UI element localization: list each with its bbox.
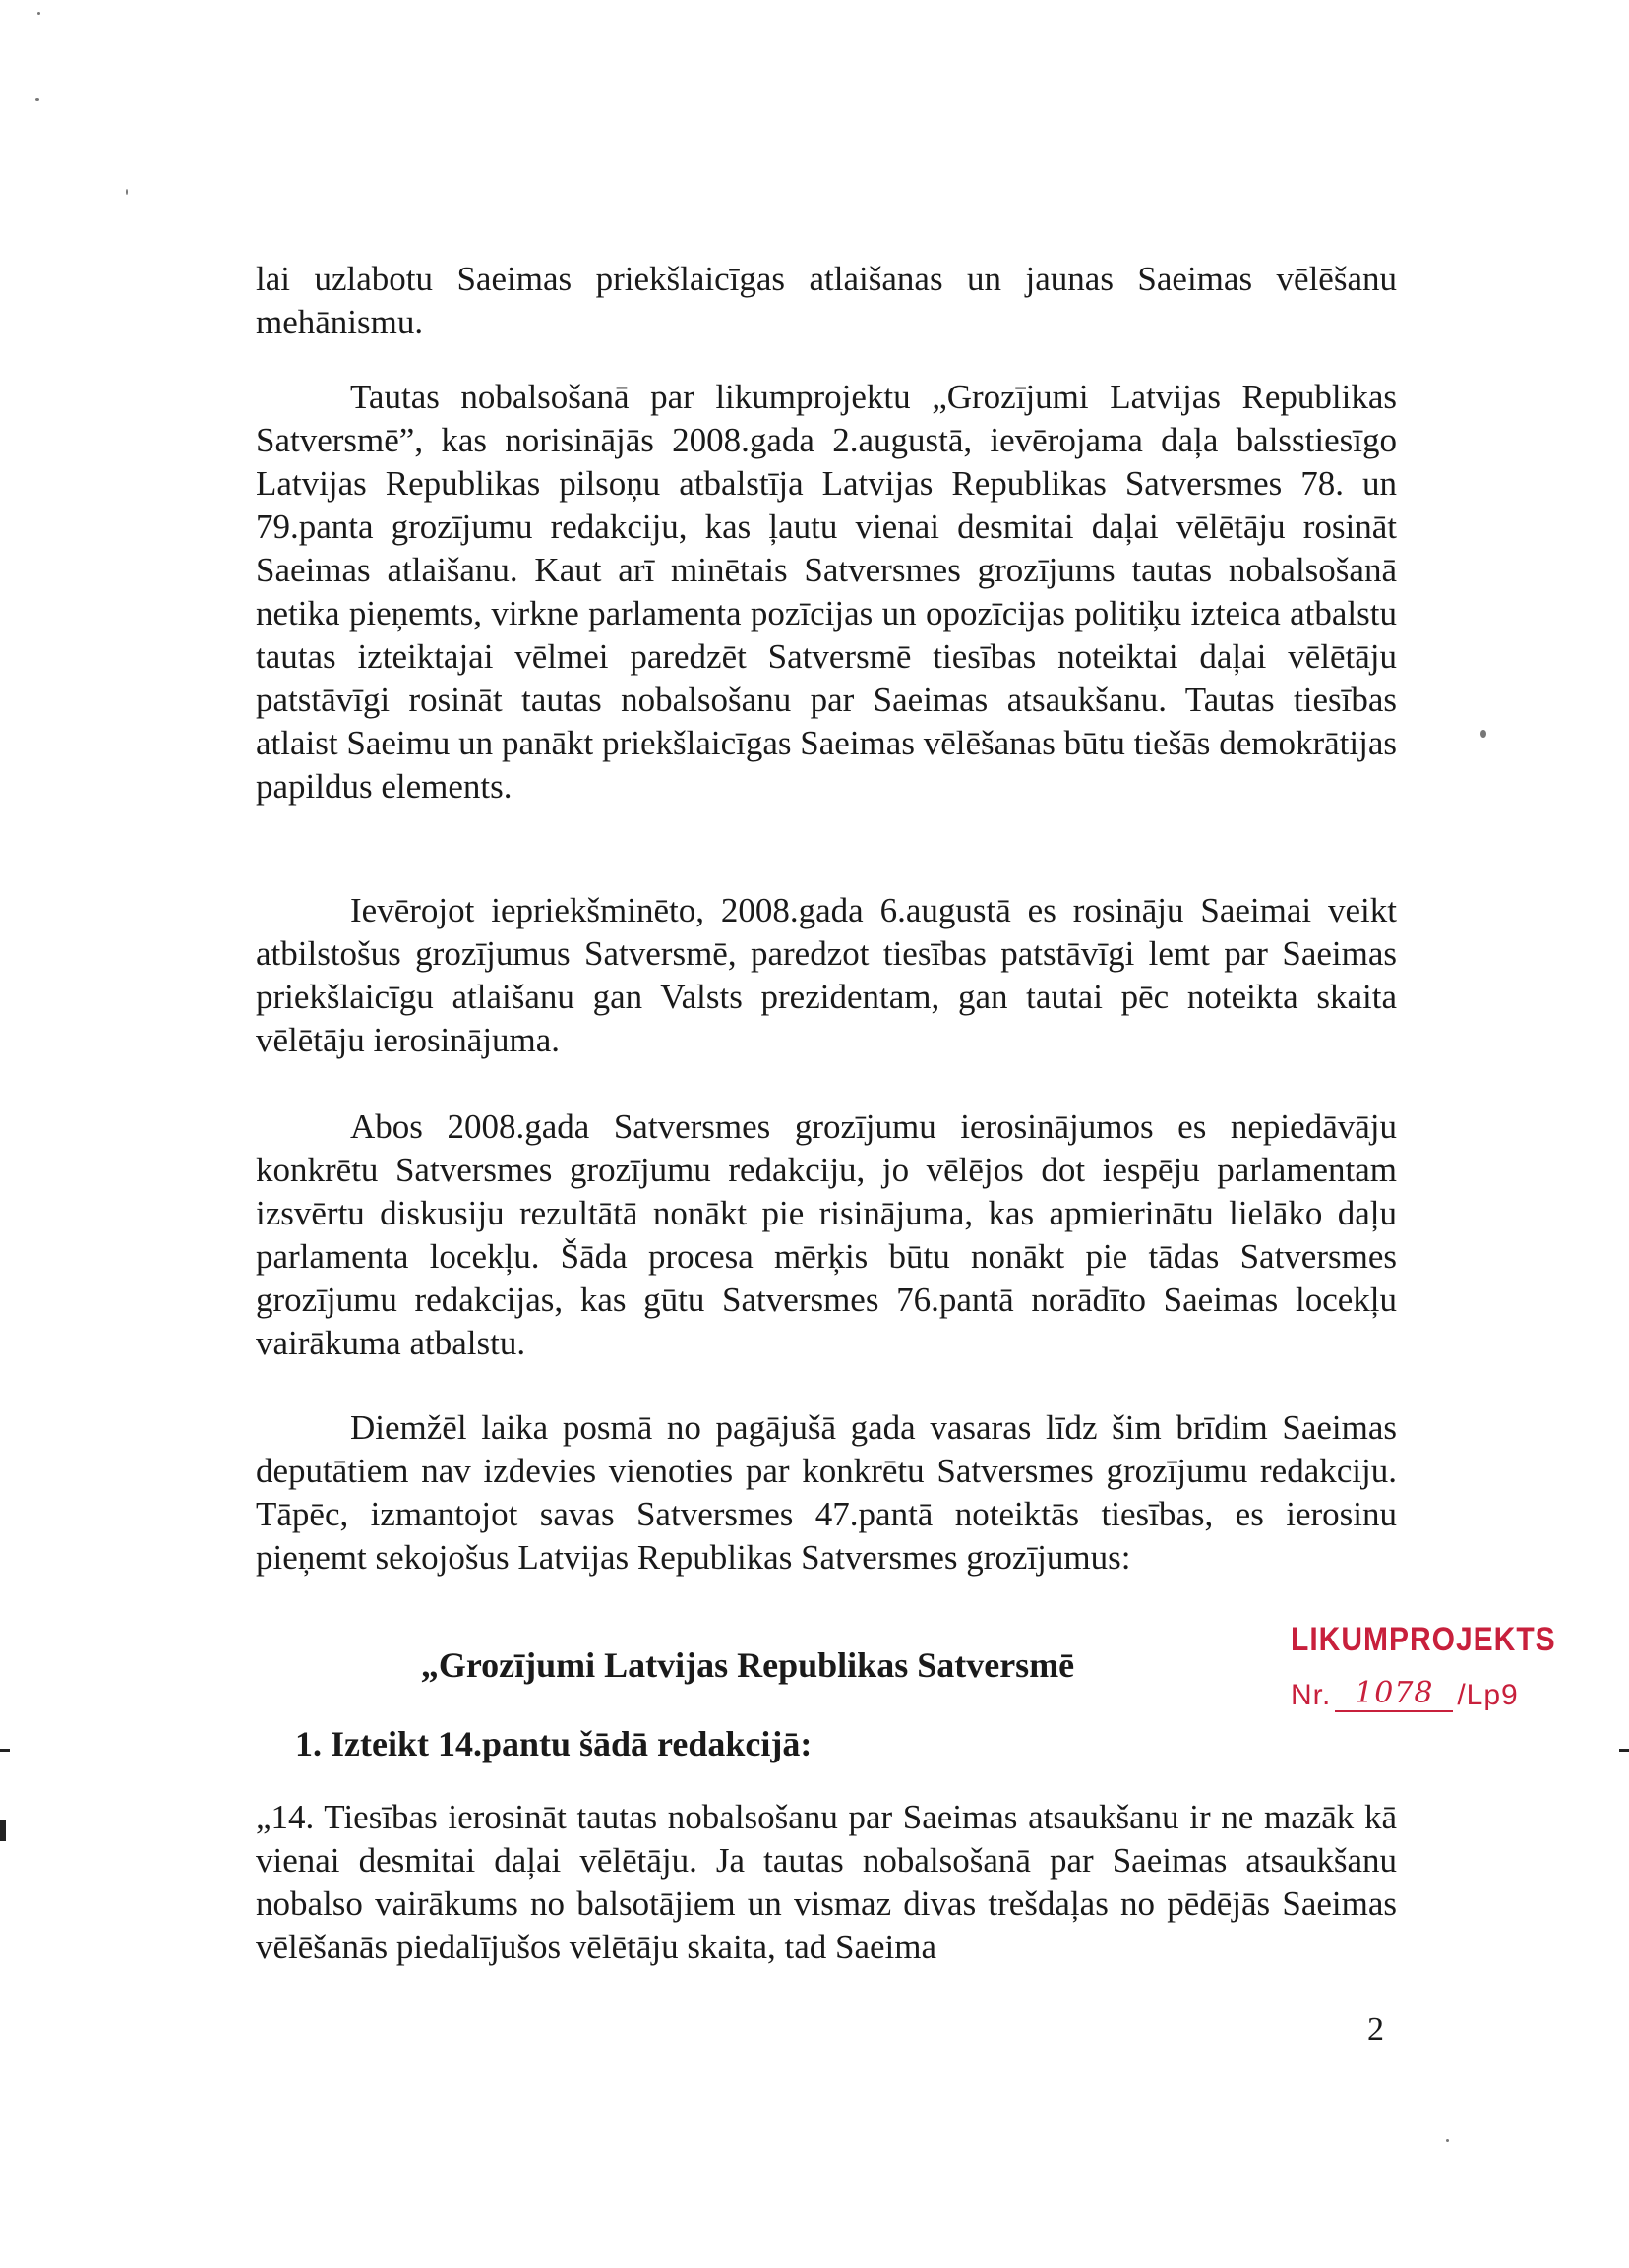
scan-speck: [35, 98, 39, 101]
scan-speck: [126, 189, 128, 195]
stamp-suffix: /Lp9: [1457, 1679, 1519, 1711]
stamp-number-line: [1291, 1676, 1556, 1712]
stamp-handwritten-number: 1078: [1335, 1676, 1453, 1712]
scan-speck: [37, 12, 40, 15]
article-14-text: „14. Tiesības ierosināt tautas nobalsošanu par Saeimas atsaukšanu ir ne mazāk kā vienai desmitai daļai vēlētāju. Ja tautas nobalsošanā par Saeimas atsaukšanu nobalso vairākums no balsotājiem un vismaz divas trešdaļas no pēdējās Saeimas vēlēšanās piedalījušos vēlētāju skaita, tad Saeima: [256, 1798, 1397, 1966]
stamp-title: LIKUMPROJEKTS: [1291, 1621, 1556, 1658]
paragraph-proposed-amendments: Diemžēl laika posmā no pagājušā gada vasaras līdz šim brīdim Saeimas deputātiem nav izdevies vienoties par konkrētu Satversmes grozījumu redakciju. Tāpēc, izmantojot savas Satversmes 47.pantā noteiktās tiesības, es ierosinu pieņemt sekojošus Latvijas Republikas Satversmes grozījumus:: [256, 1408, 1397, 1577]
paragraph-continuation: lai uzlabotu Saeimas priekšlaicīgas atlaišanas un jaunas Saeimas vēlēšanu mehānismu.: [256, 260, 1397, 341]
scan-edge-mark: [0, 1820, 6, 1841]
scan-edge-mark: [0, 1749, 10, 1752]
scan-speck: [1480, 730, 1486, 738]
scan-speck: [1446, 2139, 1449, 2142]
amendment-item-1: 1. Izteikt 14.pantu šādā redakcijā:: [295, 1724, 813, 1763]
scan-edge-mark: [1619, 1749, 1629, 1752]
paragraph-amendment-initiatives: Abos 2008.gada Satversmes grozījumu ierosinājumos es nepiedāvāju konkrētu Satversmes grozījumu redakciju, jo vēlējos dot iespēju parlamentam izsvērtu diskusiju rezultātā nonākt pie risinājuma, kas apmierinātu lielāko daļu parlamenta locekļu. Šāda procesa mērķis būtu nonākt pie tādas Satversmes grozījumu redakcijas, kas gūtu Satversmes 76.pantā norādīto Saeimas locekļu vairākuma atbalstu.: [256, 1107, 1397, 1362]
registration-stamp: [1291, 1621, 1556, 1712]
page-number: 2: [1367, 2011, 1384, 2048]
paragraph-proposal-2008: Ievērojot iepriekšminēto, 2008.gada 6.augustā es rosināju Saeimai veikt atbilstošus grozījumus Satversmē, paredzot tiesības patstāvīgi lemt par Saeimas priekšlaicīgu atlaišanu gan Valsts prezidentam, gan tautai pēc noteikta skaita vēlētāju ierosinājuma.: [256, 891, 1397, 1059]
stamp-prefix: Nr.: [1291, 1679, 1332, 1711]
amendment-title: „Grozījumi Latvijas Republikas Satversmē: [420, 1645, 1075, 1685]
paragraph-referendum: Tautas nobalsošanā par likumprojektu „Grozījumi Latvijas Republikas Satversmē”, kas norisinājās 2008.gada 2.augustā, ievērojama daļa balsstiesīgo Latvijas Republikas pilsoņu atbalstīja Latvijas Republikas Satversmes 78. un 79.panta grozījumu redakciju, kas ļautu vienai desmitai daļai vēlētāju rosināt Saeimas atlaišanu. Kaut arī minētais Satversmes grozījums tautas nobalsošanā netika pieņemts, virkne parlamenta pozīcijas un opozīcijas politiķu izteica atbalstu tautas izteiktajai vēlmei paredzēt Satversmē tiesības noteiktai daļai vēlētāju patstāvīgi rosināt tautas nobalsošanu par Saeimas atsaukšanu. Tautas tiesības atlaist Saeimu un panākt priekšlaicīgas Saeimas vēlēšanas būtu tiešās demokrātijas papildus elements.: [256, 378, 1397, 806]
